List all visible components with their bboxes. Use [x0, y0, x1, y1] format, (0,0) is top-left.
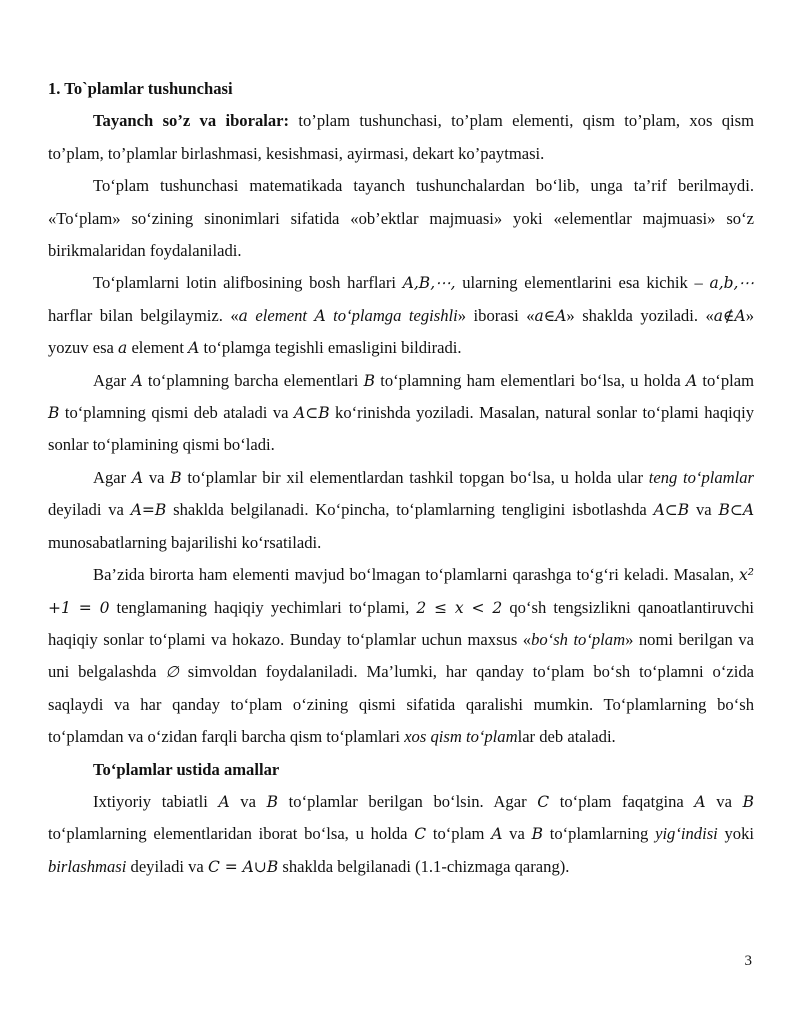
text-run: ko‘rinishda yoziladi. Masalan, natural sonlar to‘plami haqiqiy sonlar to‘plamining qismi bo‘ladi.	[48, 403, 754, 455]
math-inline: A⊂B	[653, 501, 690, 520]
math-inline: C = A∪B	[207, 857, 279, 876]
math-inline: B	[363, 371, 375, 390]
math-inline: A	[694, 792, 706, 811]
text-run: xos qism to‘plam	[404, 727, 518, 747]
text-run: va	[502, 824, 532, 844]
text-run: harflar bilan belgilaymiz. «	[48, 305, 239, 325]
text-run: » yozuv esa	[48, 305, 754, 358]
empty-set-paragraph	[48, 559, 754, 753]
text-run: element	[247, 305, 315, 325]
text-run: to‘plamlar berilgan bo‘lsin. Agar	[278, 791, 538, 811]
math-inline: x² +1 = 0	[48, 566, 754, 617]
text-run: birlashmasi	[48, 856, 127, 876]
subset-paragraph	[48, 365, 754, 462]
text-run: va	[689, 500, 719, 520]
math-inline: B	[742, 792, 754, 811]
document-page	[48, 73, 754, 883]
text-run: Ba’zida birorta ham elementi mavjud bo‘lmagan to‘plamlarni qarashga to‘g‘ri keladi. Masalan,	[93, 565, 740, 585]
math-inline: C	[537, 792, 550, 811]
math-inline: A,B,⋯,	[402, 274, 456, 293]
text-run: to‘plamlarning	[542, 824, 656, 844]
keywords-text: to’plam tushunchasi, to’plam elementi, qism to’plam, xos qism to’plam, to’plamlar birlashmasi, kesishmasi, ayirmasi, dekart ko’paytmasi.	[48, 111, 754, 163]
text-run: va	[229, 791, 267, 811]
text-run: to‘plamga tegishli	[325, 305, 458, 325]
math-inline: a	[118, 339, 128, 358]
notation-paragraph	[48, 267, 754, 364]
keywords-paragraph	[48, 105, 754, 170]
text-run: » iborasi «	[457, 305, 535, 325]
math-inline: 2 ≤ x < 2	[416, 598, 503, 617]
text-run: to‘plam	[426, 824, 492, 844]
text-run: simvoldan foydalaniladi. Ma’lumki, har qanday to‘plam bo‘sh to‘plamni o‘zida saqlaydi va har qanday to‘plam o‘zining qismi sifatida qaralishi mumkin. To‘plamlarning bo‘sh to‘plamdan va o‘zidan farqli barcha qism to‘plamlari	[48, 662, 754, 747]
math-inline: A=B	[130, 501, 167, 520]
text-run: to‘plamga tegishli emasligini bildiradi.	[199, 338, 462, 358]
text-run: to‘plamlarning elementlaridan iborat bo‘lsa, u holda	[48, 824, 415, 844]
text-run: tenglamaning haqiqiy yechimlari to‘plami,	[109, 597, 417, 617]
text-run: » nomi berilgan va uni belgalashda	[48, 629, 754, 682]
math-inline: a,b,⋯	[709, 274, 754, 293]
math-inline: A	[131, 468, 144, 487]
math-inline: B	[266, 792, 279, 811]
definition-paragraph: To‘plam tushunchasi matematikada tayanch tushunchalardan bo‘lib, unga ta’rif berilmaydi. «To‘plam» so‘zining sinonimlari sifatida «ob’ektlar majmuasi» yoki «elementlar majmuasi» so‘z birikmalaridan foydalaniladi.	[48, 176, 754, 261]
math-inline: B	[48, 404, 60, 423]
math-inline: A⊂B	[294, 404, 330, 423]
math-inline: B⊂A	[718, 501, 755, 520]
text-run: munosabatlarning bajarilishi ko‘rsatiladi.	[48, 532, 322, 552]
text-run: Ixtiyoriy tabiatli	[93, 791, 219, 811]
subsection-heading: To‘plamlar ustida amallar	[93, 759, 280, 779]
math-inline: A	[314, 306, 326, 325]
text-run: qo‘sh tengsizlikni qanoatlantiruvchi haqiqiy sonlar to‘plami va hokazo. Bunday to‘plamlar uchun maxsus «	[48, 597, 754, 649]
math-inline: A	[491, 825, 503, 844]
text-run: lar deb ataladi.	[517, 727, 616, 747]
text-run: shaklda belgilanadi. Ko‘pincha, to‘plamlarning tengligini isbotlashda	[166, 500, 654, 520]
page-number: 3	[744, 953, 752, 969]
text-run: bo‘sh to‘plam	[531, 629, 626, 649]
section-heading: 1. To`plamlar tushunchasi	[48, 79, 233, 98]
text-run: va	[705, 791, 743, 811]
text-run: Agar	[93, 370, 132, 390]
text-run: to‘plamning ham elementlari bo‘lsa, u holda	[375, 370, 686, 390]
math-inline: A	[131, 371, 143, 390]
text-run: teng to‘plamlar	[648, 467, 755, 487]
math-inline: C	[414, 825, 427, 844]
text-run: Agar	[93, 467, 132, 487]
math-inline: a∈A	[534, 306, 567, 325]
text-run: element	[127, 338, 189, 358]
math-inline: A	[685, 371, 698, 390]
math-inline: a	[238, 306, 248, 325]
text-run: to‘plamning qismi deb ataladi va	[59, 403, 295, 423]
equal-sets-paragraph	[48, 462, 754, 559]
text-run: yig‘indisi	[655, 824, 718, 844]
text-run: to‘plam	[697, 370, 755, 390]
math-inline: B	[531, 825, 543, 844]
text-run: to‘plamning barcha elementlari	[142, 370, 364, 390]
text-run: shaklda belgilanadi (1.1-chizmaga qarang).	[278, 856, 570, 876]
keywords-label: Tayanch so’z va iboralar:	[93, 111, 290, 131]
empty-set-symbol: ∅	[165, 663, 179, 682]
text-run: ularning elementlarini esa kichik –	[455, 273, 710, 293]
union-paragraph	[48, 786, 754, 883]
text-run: to‘plamlar bir xil elementlardan tashkil topgan bo‘lsa, u holda ular	[181, 467, 649, 487]
text-run: deyiladi va	[48, 500, 131, 520]
math-inline: B	[170, 468, 182, 487]
text-run: deyiladi va	[126, 856, 208, 876]
text-run: va	[143, 467, 171, 487]
math-inline: A	[218, 792, 230, 811]
text-run: To‘plamlarni lotin alifbosining bosh harflari	[93, 273, 403, 293]
text-run: to‘plam faqatgina	[549, 791, 695, 811]
math-inline: A	[188, 339, 200, 358]
text-run: » shaklda yoziladi. «	[566, 305, 714, 325]
math-inline: a∉A	[713, 306, 746, 325]
text-run: yoki	[717, 824, 755, 844]
